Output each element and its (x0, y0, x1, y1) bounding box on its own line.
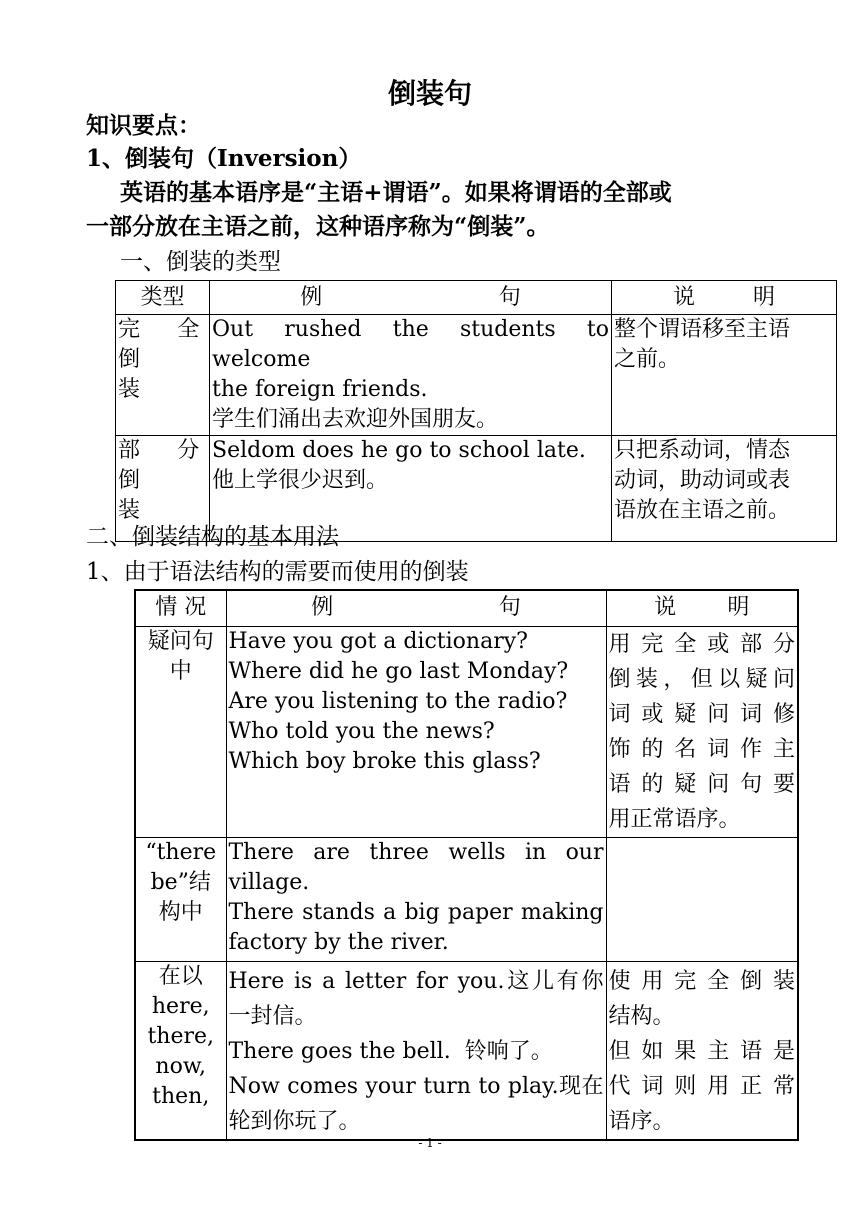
case-text: then, (152, 1083, 210, 1109)
case-text: be”结 (150, 869, 211, 895)
header-note-1: 说 (672, 284, 695, 310)
header-example (210, 281, 612, 315)
example-cell (226, 626, 606, 837)
example-line: Where did he go last Monday? (228, 658, 569, 684)
header-example-2: 句 (498, 284, 521, 310)
case-text: here, (151, 993, 210, 1019)
section-heading: 知识要点： (86, 112, 201, 139)
note-line: 只把系动词，情态 (614, 438, 791, 463)
page-title: 倒装句 (387, 77, 472, 110)
case-text: now, (155, 1053, 207, 1079)
header-note (606, 590, 798, 626)
note-line: 用完全或部分 (608, 631, 795, 657)
header-example-1: 例 (311, 595, 334, 621)
case-cell (135, 961, 226, 1140)
example-line: 一封信。 (228, 1003, 317, 1029)
note-line: 倒装，但以疑问 (608, 666, 795, 692)
intro-line-1: 英语的基本语序是“主语+谓语”。如果将谓语的全部或 (120, 179, 672, 206)
case-text: 中 (169, 658, 192, 684)
note-line: 动词，助动词或表 (614, 468, 791, 493)
example-line: village. (228, 869, 310, 895)
header-note-2: 明 (752, 284, 775, 310)
table-row (135, 626, 798, 837)
note-line: 语的疑问句要 (608, 771, 795, 797)
example-line: 轮到你玩了。 (228, 1108, 361, 1134)
type-cell (116, 315, 210, 436)
example-line: 学生们涌出去欢迎外国朋友。 (212, 407, 499, 432)
types-table (115, 280, 837, 542)
intro-line-2: 一部分放在主语之前，这种语序称为“倒装”。 (86, 213, 550, 240)
header-example-2: 句 (498, 595, 521, 621)
example-line: There stands a big paper making (228, 899, 604, 925)
note-line: 但如果主语是 (608, 1038, 795, 1064)
part1-title: 一、倒装的类型 (120, 249, 281, 275)
note-cell-empty (606, 837, 798, 961)
example-line: Who told you the news? (228, 718, 495, 744)
example-line: Have you got a dictionary? (228, 628, 528, 654)
note-line: 语序。 (608, 1108, 675, 1134)
case-text: 在以 (158, 963, 203, 989)
note-cell (606, 961, 798, 1140)
header-note-2: 明 (727, 595, 750, 621)
case-cell (135, 626, 226, 837)
type-text: 装 (118, 498, 141, 523)
table-header-row (135, 590, 798, 626)
note-line: 整个谓语移至主语 (614, 317, 791, 342)
example-line: There goes the bell. 铃响了。 (228, 1038, 553, 1064)
note-cell (606, 626, 798, 837)
example-line: factory by the river. (228, 929, 449, 955)
subheading: 1、倒装句（Inversion） (86, 145, 362, 172)
example-line: 他上学很少迟到。 (212, 468, 389, 493)
note-line: 结构。 (608, 1003, 675, 1029)
case-text: there, (147, 1023, 215, 1049)
type-text: 完全倒 (118, 317, 207, 372)
case-text: “there (145, 839, 217, 865)
header-example-1: 例 (300, 284, 323, 310)
example-line: Seldom does he go to school late. (212, 438, 586, 463)
note-cell (612, 436, 837, 542)
table-row (135, 961, 798, 1140)
case-cell (135, 837, 226, 961)
example-line: There are three wells in our (228, 839, 604, 865)
table-row (135, 837, 798, 961)
example-cell (210, 315, 612, 436)
page-number: - 1 - (418, 1136, 442, 1150)
note-line: 饰的名词作主 (608, 736, 795, 762)
part2-title: 二、倒装结构的基本用法 (86, 524, 339, 550)
example-line: Which boy broke this glass? (228, 748, 541, 774)
header-note-1: 说 (654, 595, 677, 621)
example-line: Out rushed the students to welcome (212, 317, 609, 372)
example-cell (226, 837, 606, 961)
table-header-row (116, 281, 837, 315)
header-example (226, 590, 606, 626)
header-case: 情 况 (135, 590, 226, 626)
example-line: Now comes your turn to play.现在 (228, 1073, 604, 1099)
example-line: Here is a letter for you.这儿有你 (228, 968, 604, 994)
header-note (612, 281, 837, 315)
table-row (116, 315, 837, 436)
case-text: 疑问句 (147, 628, 214, 654)
example-cell (226, 961, 606, 1140)
example-line: the foreign friends. (212, 377, 428, 402)
note-line: 用正常语序。 (608, 806, 741, 832)
note-line: 代词则用正常 (608, 1073, 795, 1099)
case-text: 构中 (158, 899, 203, 925)
type-text: 部分倒 (118, 438, 207, 493)
example-line: Are you listening to the radio? (228, 688, 568, 714)
note-line: 词或疑问词修 (608, 701, 795, 727)
type-text: 装 (118, 377, 141, 402)
part2-subtitle: 1、由于语法结构的需要而使用的倒装 (86, 559, 469, 585)
usage-table (134, 589, 799, 1141)
note-line: 使用完全倒装 (608, 968, 795, 994)
note-cell (612, 315, 837, 436)
note-line: 之前。 (614, 347, 681, 372)
note-line: 语放在主语之前。 (614, 498, 791, 523)
header-type: 类型 (116, 281, 210, 315)
